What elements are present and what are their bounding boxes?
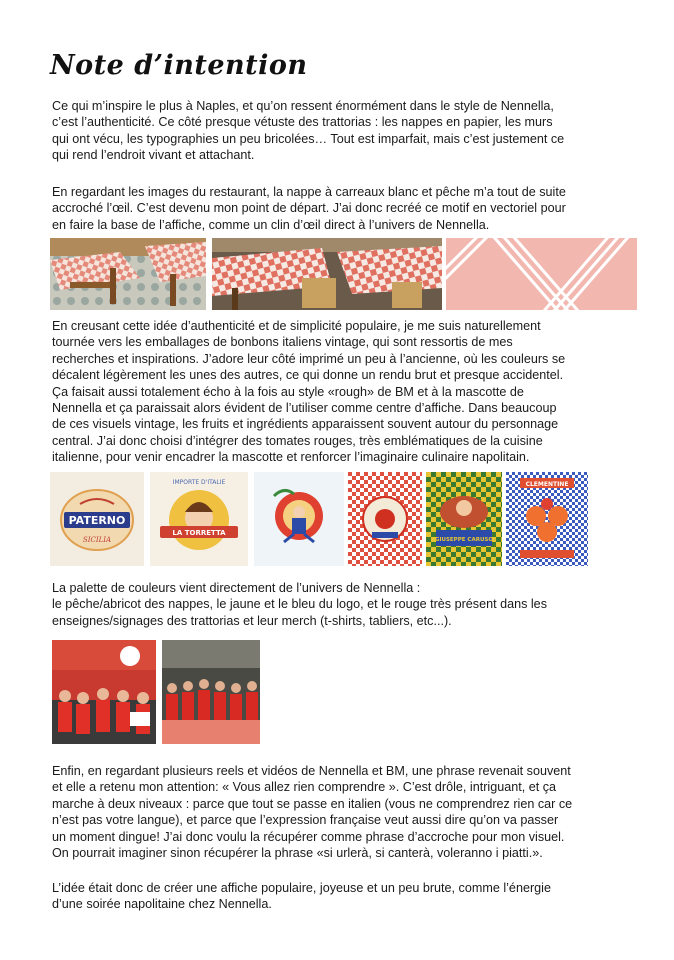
wrapper-brand: CLEMENTINE	[525, 481, 569, 488]
staff-photo-1	[52, 640, 156, 744]
restaurant-photo-1	[50, 238, 206, 310]
text-line: qui rend l’endroit vivant et attachant.	[52, 148, 255, 163]
text-line: recherches et inspirations. J’adore leur côté imprimé un peu à l’ancienne, où les couleurs se	[52, 351, 566, 366]
text-line: d’une soirée napolitaine chez Nennella.	[52, 897, 272, 912]
text-line: le pêche/abricot des nappes, le jaune et le bleu du logo, et le rouge très présent dans les	[52, 597, 547, 612]
text-line: un moment dingue! J’ai donc voulu la récupérer comme phrase d’accroche pour mon visuel.	[52, 829, 565, 844]
restaurant-photo-2	[212, 238, 442, 310]
staff-photo-2	[162, 640, 260, 744]
text-line: c’est l’authenticité. Ce côté presque vétuste des trattorias : les nappes en papier, les murs	[52, 115, 553, 130]
text-line: En regardant les images du restaurant, la nappe à carreaux blanc et pêche m’a tout de suite	[52, 185, 566, 199]
wrapper-paterno	[50, 472, 144, 566]
text-line: enseignes/signages des trattorias et leur merch (t-shirts, tabliers, etc...).	[52, 613, 452, 628]
text-line: Nennella et ça paraissait alors évident de l’utiliser comme centre d’affiche. Dans beaucoup	[52, 401, 557, 416]
wrapper-brand: PATERNO	[68, 514, 126, 527]
text-line: italienne, pour venir encadrer la mascotte et renforcer l’imaginaire culinaire napolitain.	[52, 450, 530, 465]
text-line: marche à deux niveaux : parce que tout se passe en italien (vous ne comprendrez rien car ce	[52, 796, 573, 811]
paragraph-palette	[52, 580, 632, 629]
page-title: Note d’intention	[50, 50, 308, 81]
text-line: central. J’ai donc choisi d’intégrer des tomates rouges, très emblématiques de la cuisine	[52, 433, 543, 448]
text-line: accroché l’œil. C’est devenu mon point de départ. J’ai donc recréé ce motif en vectoriel pour	[52, 201, 566, 216]
paragraph-tablecloth	[52, 184, 632, 233]
paragraph-candy-wrappers	[52, 318, 632, 466]
wrapper-clementine	[506, 472, 588, 566]
text-line: tournée vers les emballages de bonbons italiens vintage, qui sont ressortis de mes	[52, 335, 513, 350]
wrapper-brand: GIUSEPPE CARUSO	[434, 537, 494, 543]
wrapper-region: SICILIA	[82, 536, 112, 544]
text-line: Enfin, en regardant plusieurs reels et vidéos de Nennella et BM, une phrase revenait souvent	[52, 764, 571, 778]
wrapper-checkered-red	[348, 472, 422, 566]
text-line: Ce qui m’inspire le plus à Naples, et qu’on ressent énormément dans le style de Nennella,	[52, 99, 554, 113]
text-line: En creusant cette idée d’authenticité et de simplicité populaire, je me suis naturellement	[52, 319, 541, 333]
paragraph-catchphrase	[52, 763, 632, 861]
text-line: L’idée était donc de créer une affiche populaire, joyeuse et un peu brute, comme l’énergie	[52, 881, 551, 895]
wrapper-brand: LA TORRETTA	[172, 529, 226, 537]
text-line: qui ont vécu, les typographies un peu bricolées… Tout est imparfait, mais c’est justement ce	[52, 131, 565, 146]
text-line: On pourrait imaginer sinon récupérer la phrase «si urlerà, si canterà, voleranno i piatti.».	[52, 846, 543, 861]
vector-tablecloth-pattern	[446, 238, 637, 310]
text-line: décalent légèrement les unes des autres, ce qui donne un rendu brut et presque accidentel.	[52, 368, 564, 383]
wrapper-caruso	[426, 472, 502, 566]
wrapper-mascot	[254, 472, 344, 566]
text-line: et elle a retenu mon attention: « Vous allez rien comprendre ». C’est drôle, intriguant, et ça	[52, 780, 557, 795]
paragraph-conclusion	[52, 880, 632, 913]
text-line: n’est pas votre langue), et parce que l’expression française veut aussi dire qu’on va passer	[52, 813, 559, 828]
wrapper-header: IMPORTE D'ITALIE	[172, 479, 226, 486]
text-line: de ces visuels vintage, les fruits et ingrédients apparaissent souvent autour du personnage	[52, 417, 559, 432]
text-line: en faire la base de l’affiche, comme un clin d’œil direct à l’univers de Nennella.	[52, 217, 490, 232]
text-line: Ça faisait aussi totalement écho à la fois au style «rough» de BM et à la mascotte de	[52, 384, 524, 399]
paragraph-authenticity	[52, 98, 632, 164]
wrapper-pin-up	[150, 472, 248, 566]
text-line: La palette de couleurs vient directement de l’univers de Nennella :	[52, 581, 421, 595]
